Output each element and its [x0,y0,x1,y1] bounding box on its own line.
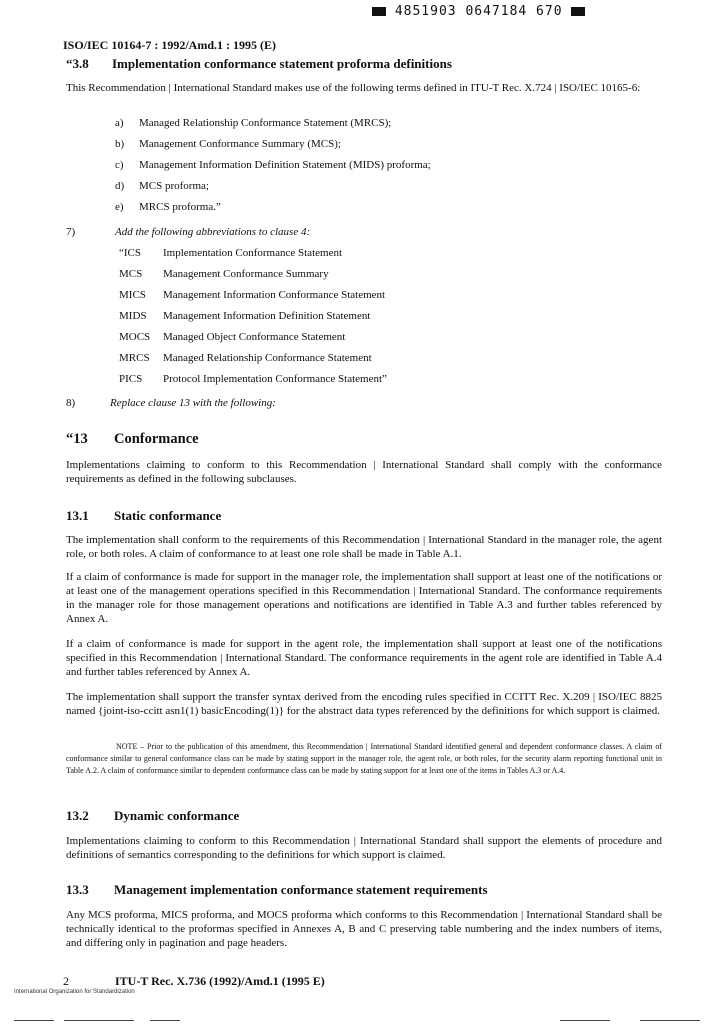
section-3-8-intro: This Recommendation | International Standard makes use of the following terms defined in ITU-T Rec. X.724 | ISO/IEC 10165-6: [66,82,641,94]
section-title: Conformance [114,431,199,447]
abbreviation-row: “ICS Implementation Conformance Statement [119,247,343,259]
barcode-number: 4851903 0647184 670 [394,4,563,19]
section-title: Dynamic conformance [114,808,240,823]
list-item: a) Managed Relationship Conformance Statement (MRCS); [115,117,392,129]
list-item: c) Management Information Definition Statement (MIDS) proforma; [115,159,431,171]
section-13-1-paragraph-2: If a claim of conformance is made for support in the manager role, the implementation shall support at least one of the notifications or at least one of the management operations specified in this Recommendation | International Standard. The conformance requirements in the manager role for those management operations and notifications are identified in Table A.3 and further tables referenced by Annex A. [66,571,662,625]
abbreviation-row: MCS Management Conformance Summary [119,268,329,280]
section-title: Implementation conformance statement proforma definitions [112,56,452,71]
section-number: 13.2 [66,808,89,823]
scan-edge-line [150,1020,180,1021]
section-13-1-heading [66,508,221,524]
page-number: 2 [63,974,69,988]
section-13-heading [66,431,199,448]
section-13-1-paragraph-3: If a claim of conformance is made for support in the agent role, the implementation shall support at least one of the notifications specified in this Recommendation | International Standard. The conformance requirements in the agent role are identified in Table A.4 and further tables referenced by Annex A. [66,638,662,678]
barcode-block-left-icon [372,7,386,16]
abbreviation-row: MRCS Managed Relationship Conformance Statement [119,352,372,364]
section-title: Static conformance [114,508,222,523]
section-title: Management implementation conformance statement requirements [114,882,488,897]
amendment-item-8: 8) Replace clause 13 with the following: [66,397,276,409]
scan-edge-line [560,1020,610,1021]
section-number: “13 [66,431,88,447]
section-13-2-paragraph: Implementations claiming to conform to this Recommendation | International Standard shall support the elements of procedure and definitions of semantics corresponding to the definitions for which support is claimed. [66,835,662,861]
page-footer [63,974,325,989]
abbreviation-row: PICS Protocol Implementation Conformance Statement” [119,373,387,385]
scan-barcode [372,4,585,19]
abbreviation-row: MICS Management Information Conformance Statement [119,289,386,301]
list-item: b) Management Conformance Summary (MCS); [115,138,341,150]
section-number: “3.8 [66,56,89,71]
section-13-paragraph: Implementations claiming to conform to this Recommendation | International Standard shall comply with the conformance requirements as defined in the following subclauses. [66,459,662,485]
section-13-2-heading [66,808,239,824]
scan-edge-line [640,1020,700,1021]
abbreviation-row: MIDS Management Information Definition Statement [119,310,371,322]
list-item: d) MCS proforma; [115,180,209,192]
section-number: 13.1 [66,508,89,523]
list-item: e) MRCS proforma.” [115,201,221,213]
document-header: ISO/IEC 10164-7 : 1992/Amd.1 : 1995 (E) [63,38,277,52]
section-13-1-paragraph-1: The implementation shall conform to the requirements of this Recommendation | International Standard in the manager role, the agent role, or both roles. A claim of conformance to at least one role shall be made in Table A.1. [66,534,662,560]
section-13-3-paragraph: Any MCS proforma, MICS proforma, and MOCS proforma which conforms to this Recommendation | International Standard shall be technically identical to the proformas specified in Annexes A, B and C preserving table numbering and the index numbers of items, and differing only in pagination and page headers. [66,909,662,949]
section-number: 13.3 [66,882,89,897]
section-13-3-heading [66,882,488,898]
amendment-item-7: 7) Add the following abbreviations to clause 4: [66,226,311,238]
section-3-8-heading [66,56,452,72]
organization-imprint: International Organization for Standardization [14,989,135,995]
scan-edge-line [64,1020,134,1021]
scan-edge-line [14,1020,54,1021]
abbreviation-row: MOCS Managed Object Conformance Statement [119,331,346,343]
section-13-1-paragraph-4: The implementation shall support the transfer syntax derived from the encoding rules specified in CCITT Rec. X.209 | ISO/IEC 8825 named {joint-iso-ccitt asn1(1) basicEncoding(1)} for the abstract data types referenced by the definitions for which support is claimed. [66,691,662,717]
barcode-block-right-icon [571,7,585,16]
section-13-1-note: NOTE – Prior to the publication of this amendment, this Recommendation | International Standard identified general and dependent conformance classes. A claim of conformance similar to general conformance class can be made by stating support in the manager role, the agent role, or both roles, for the security alarm reporting functional unit in Table A.2. A claim of conformance similar to dependent conformance class can be made by stating support for at least one of the items in Tables A.3 or A.4. [66,742,662,775]
footer-reference: ITU-T Rec. X.736 (1992)/Amd.1 (1995 E) [115,974,325,988]
